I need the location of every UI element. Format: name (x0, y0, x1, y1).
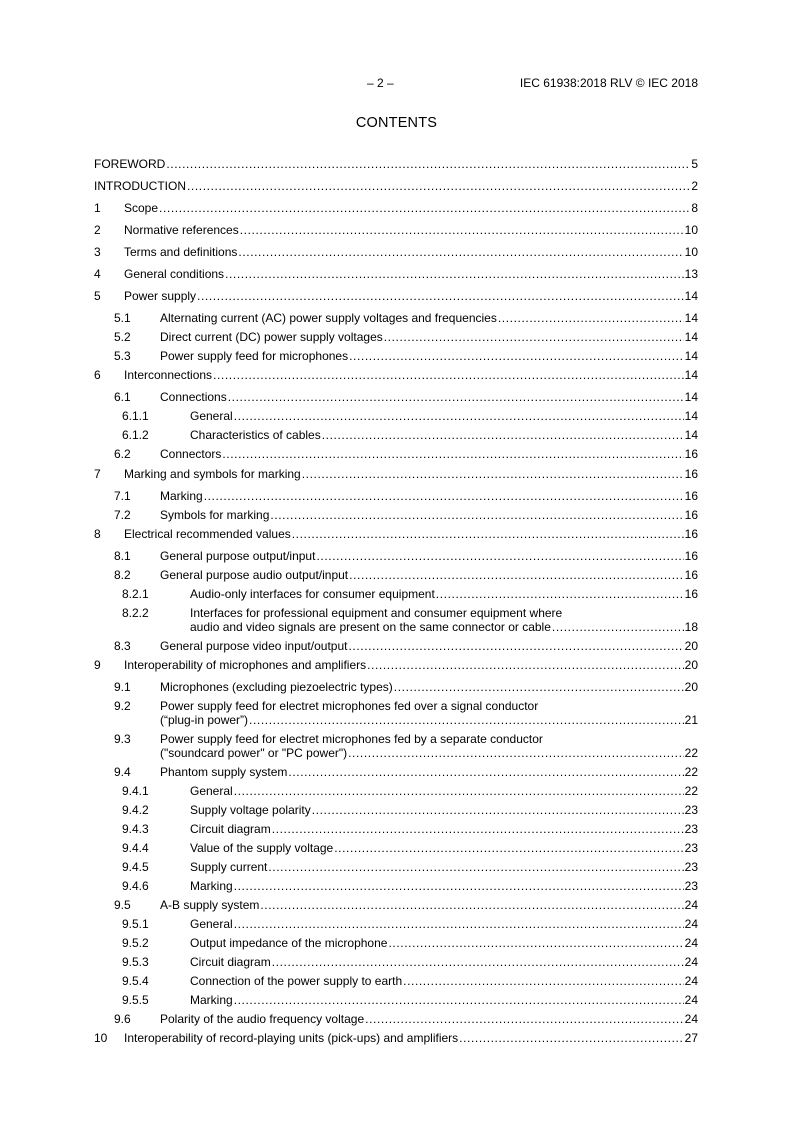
toc-entry[interactable] (94, 467, 698, 481)
toc-entry-title: A-B supply system (160, 898, 260, 912)
toc-entry-number: 9.4 (114, 765, 131, 779)
toc-entry[interactable] (94, 803, 698, 817)
toc-entry-page: 14 (684, 330, 698, 344)
toc-entry-title: Audio-only interfaces for consumer equipment (190, 587, 435, 601)
dot-leader (552, 620, 684, 634)
dot-leader (187, 179, 690, 193)
toc-entry-page: 16 (684, 568, 698, 582)
toc-entry-page: 14 (684, 390, 698, 404)
dot-leader (312, 803, 684, 817)
toc-entry-page: 16 (684, 467, 698, 481)
dot-leader (238, 245, 683, 259)
toc-entry-number: 9.5.3 (122, 955, 149, 969)
toc-entry-title: Microphones (excluding piezoelectric types) (160, 680, 393, 694)
toc-entry[interactable] (94, 955, 698, 969)
dot-leader (302, 467, 684, 481)
toc-entry-page: 23 (684, 860, 698, 874)
toc-entry-title: Symbols for marking (160, 508, 270, 522)
toc-entry-title: Supply current (190, 860, 268, 874)
toc-entry-page: 16 (684, 549, 698, 563)
toc-entry-number: 8.2.2 (122, 606, 149, 620)
toc-entry-number: 5.1 (114, 311, 131, 325)
toc-entry-page: 14 (684, 289, 698, 303)
dot-leader (316, 549, 683, 563)
dot-leader (367, 658, 684, 672)
toc-entry-title: Interconnections (124, 368, 213, 382)
toc-entry-number: 5.2 (114, 330, 131, 344)
toc-entry[interactable] (94, 1012, 698, 1026)
toc-entry-number: 8.1 (114, 549, 131, 563)
toc-entry-number: 9.5 (114, 898, 131, 912)
toc-entry-number: 7 (94, 467, 101, 481)
toc-entry-page: 16 (684, 587, 698, 601)
toc-entry-page: 24 (684, 955, 698, 969)
toc-entry-page: 14 (684, 428, 698, 442)
toc-entry-number: 9.2 (114, 699, 131, 713)
toc-entry[interactable] (94, 527, 698, 541)
toc-entry-title: Supply voltage polarity (190, 803, 311, 817)
toc-entry[interactable] (94, 680, 698, 694)
toc-entry-page: 24 (684, 917, 698, 931)
toc-entry-title: General purpose output/input (160, 549, 316, 563)
toc-entry-title: General (190, 409, 233, 423)
toc-entry[interactable] (94, 330, 698, 344)
toc-entry[interactable] (94, 639, 698, 653)
dot-leader (292, 527, 684, 541)
toc-entry-title: INTRODUCTION (94, 179, 186, 193)
toc-entry[interactable] (94, 974, 698, 988)
toc-entry[interactable] (94, 784, 698, 798)
toc-entry[interactable] (94, 549, 698, 563)
toc-entry-number: 2 (94, 223, 101, 237)
toc-entry-title: Power supply feed for electret microphones fed by a separate conductor (160, 732, 543, 746)
toc-entry[interactable] (94, 267, 698, 281)
dot-leader (272, 955, 684, 969)
toc-entry-title: Connection of the power supply to earth (190, 974, 403, 988)
dot-leader (159, 201, 690, 215)
dot-leader (388, 936, 683, 950)
dot-leader (348, 746, 684, 760)
toc-entry[interactable] (94, 587, 698, 601)
toc-entry-number: 8.2.1 (122, 587, 149, 601)
toc-entry-title: General purpose video input/output (160, 639, 348, 653)
toc-entry-number: 6 (94, 368, 101, 382)
toc-entry[interactable] (94, 349, 698, 363)
toc-entry-number: 6.2 (114, 447, 131, 461)
dot-leader (270, 508, 683, 522)
toc-entry[interactable] (94, 289, 698, 303)
dot-leader (403, 974, 684, 988)
toc-entry[interactable] (94, 822, 698, 836)
dot-leader (394, 680, 684, 694)
dot-leader (234, 917, 684, 931)
toc-entry[interactable] (94, 936, 698, 950)
dot-leader (249, 713, 684, 727)
toc-entry-title: (“plug-in power”) (160, 713, 249, 727)
toc-entry-page: 2 (691, 179, 698, 193)
toc-entry-title: Alternating current (AC) power supply voltages and frequencies (160, 311, 497, 325)
table-of-contents (94, 157, 698, 1045)
dot-leader (349, 349, 684, 363)
toc-entry-title: audio and video signals are present on the same connector or cable (190, 620, 551, 634)
toc-entry-title: General (190, 784, 233, 798)
toc-entry-title: General conditions (124, 267, 225, 281)
toc-entry[interactable] (94, 993, 698, 1007)
dot-leader (204, 489, 684, 503)
dot-leader (222, 447, 683, 461)
toc-entry-number: 3 (94, 245, 101, 259)
toc-entry-page: 16 (684, 489, 698, 503)
toc-entry-number: 5 (94, 289, 101, 303)
toc-entry-number: 9.5.4 (122, 974, 149, 988)
toc-entry-page: 21 (684, 713, 698, 727)
dot-leader (197, 289, 684, 303)
toc-entry-title: Marking (160, 489, 203, 503)
dot-leader (234, 993, 684, 1007)
toc-entry-title: Marking (190, 993, 233, 1007)
toc-entry-number: 9.3 (114, 732, 131, 746)
toc-entry-title: Power supply (124, 289, 197, 303)
toc-entry-page: 16 (684, 447, 698, 461)
toc-entry-page: 24 (684, 974, 698, 988)
dot-leader (260, 898, 683, 912)
dot-leader (436, 587, 684, 601)
toc-entry-number: 4 (94, 267, 101, 281)
toc-entry-title: Value of the supply voltage (190, 841, 334, 855)
toc-entry-title: Marking (190, 879, 233, 893)
toc-entry[interactable] (94, 841, 698, 855)
toc-entry-title: General (190, 917, 233, 931)
toc-entry-title: General purpose audio output/input (160, 568, 349, 582)
toc-entry[interactable] (94, 390, 698, 404)
toc-entry-title: Direct current (DC) power supply voltages (160, 330, 383, 344)
toc-entry-title: Power supply feed for electret microphones fed over a signal conductor (160, 699, 539, 713)
toc-entry[interactable] (94, 658, 698, 672)
dot-leader (334, 841, 683, 855)
toc-entry-number: 7.2 (114, 508, 131, 522)
toc-entry[interactable] (94, 765, 698, 779)
toc-entry-title: Power supply feed for microphones (160, 349, 349, 363)
toc-entry-page: 14 (684, 409, 698, 423)
toc-entry-title: Interfaces for professional equipment and consumer equipment where (190, 606, 563, 620)
toc-entry-title: Phantom supply system (160, 765, 288, 779)
page-number: – 2 – (367, 76, 394, 90)
toc-entry[interactable] (94, 428, 698, 442)
toc-entry-page: 22 (684, 784, 698, 798)
toc-entry[interactable] (94, 1031, 698, 1045)
dot-leader (272, 822, 684, 836)
toc-entry-page: 20 (684, 639, 698, 653)
toc-entry[interactable] (94, 568, 698, 582)
toc-entry[interactable] (94, 508, 698, 522)
toc-entry-title: Normative references (124, 223, 239, 237)
toc-entry-title: Characteristics of cables (190, 428, 321, 442)
toc-entry[interactable] (94, 860, 698, 874)
toc-entry-page: 23 (684, 822, 698, 836)
toc-entry-number: 10 (94, 1031, 108, 1045)
toc-entry-page: 5 (691, 157, 698, 171)
toc-entry-number: 9.5.2 (122, 936, 149, 950)
toc-entry-number: 7.1 (114, 489, 131, 503)
toc-entry-title: Interoperability of record-playing units (pick-ups) and amplifiers (124, 1031, 459, 1045)
toc-entry-number: 8.2 (114, 568, 131, 582)
dot-leader (348, 639, 683, 653)
toc-entry-title: Circuit diagram (190, 955, 271, 969)
toc-entry-number: 9.1 (114, 680, 131, 694)
toc-entry-page: 14 (684, 368, 698, 382)
toc-entry-page: 23 (684, 803, 698, 817)
toc-entry-page: 23 (684, 841, 698, 855)
toc-entry-title: FOREWORD (94, 157, 166, 171)
toc-entry[interactable] (94, 606, 698, 634)
dot-leader (349, 568, 684, 582)
toc-entry[interactable] (94, 447, 698, 461)
toc-entry[interactable] (94, 179, 698, 193)
toc-entry-page: 22 (684, 765, 698, 779)
document-id: IEC 61938:2018 RLV © IEC 2018 (519, 76, 698, 90)
toc-entry[interactable] (94, 223, 698, 237)
toc-entry-page: 27 (684, 1031, 698, 1045)
toc-entry[interactable] (94, 917, 698, 931)
toc-entry-title: Scope (124, 201, 159, 215)
toc-entry-number: 8 (94, 527, 101, 541)
toc-entry-page: 10 (684, 245, 698, 259)
toc-entry-number: 1 (94, 201, 101, 215)
toc-entry-page: 13 (684, 267, 698, 281)
toc-entry-number: 9.4.6 (122, 879, 149, 893)
toc-entry[interactable] (94, 732, 698, 760)
dot-leader (228, 390, 684, 404)
toc-entry-page: 24 (684, 936, 698, 950)
toc-entry-title: Marking and symbols for marking (124, 467, 301, 481)
toc-entry-title: Interoperability of microphones and amplifiers (124, 658, 367, 672)
toc-entry-number: 6.1 (114, 390, 131, 404)
toc-entry[interactable] (94, 898, 698, 912)
toc-entry-title: Terms and definitions (124, 245, 238, 259)
toc-entry-page: 16 (684, 527, 698, 541)
toc-entry-number: 9.6 (114, 1012, 131, 1026)
dot-leader (213, 368, 684, 382)
dot-leader (225, 267, 684, 281)
dot-leader (234, 879, 684, 893)
toc-entry[interactable] (94, 489, 698, 503)
dot-leader (288, 765, 683, 779)
toc-entry-title: Electrical recommended values (124, 527, 291, 541)
toc-entry-title: Connectors (160, 447, 222, 461)
page-header (0, 76, 793, 92)
toc-entry-number: 6.1.2 (122, 428, 149, 442)
dot-leader (459, 1031, 683, 1045)
toc-entry-number: 5.3 (114, 349, 131, 363)
toc-entry-title: Output impedance of the microphone (190, 936, 388, 950)
toc-entry-number: 9.4.3 (122, 822, 149, 836)
toc-entry-title: ("soundcard power" or "PC power") (160, 746, 348, 760)
toc-entry-number: 9.4.2 (122, 803, 149, 817)
dot-leader (365, 1012, 684, 1026)
dot-leader (234, 784, 684, 798)
toc-entry-number: 9.5.1 (122, 917, 149, 931)
toc-entry-page: 23 (684, 879, 698, 893)
toc-entry[interactable] (94, 311, 698, 325)
toc-entry-page: 22 (684, 746, 698, 760)
toc-entry-page: 24 (684, 993, 698, 1007)
toc-entry-title: Circuit diagram (190, 822, 271, 836)
dot-leader (240, 223, 684, 237)
toc-entry-page: 20 (684, 680, 698, 694)
dot-leader (322, 428, 684, 442)
dot-leader (268, 860, 683, 874)
toc-entry-page: 14 (684, 349, 698, 363)
toc-entry-title: Connections (160, 390, 227, 404)
toc-entry-title: Polarity of the audio frequency voltage (160, 1012, 365, 1026)
toc-entry-page: 16 (684, 508, 698, 522)
dot-leader (384, 330, 684, 344)
toc-entry-page: 24 (684, 1012, 698, 1026)
toc-entry[interactable] (94, 201, 698, 215)
dot-leader (498, 311, 684, 325)
toc-entry-page: 8 (691, 201, 698, 215)
toc-entry-page: 24 (684, 898, 698, 912)
toc-entry[interactable] (94, 368, 698, 382)
toc-entry[interactable] (94, 409, 698, 423)
toc-entry-number: 9.5.5 (122, 993, 149, 1007)
toc-entry[interactable] (94, 699, 698, 727)
toc-entry[interactable] (94, 157, 698, 171)
toc-entry-number: 9.4.4 (122, 841, 149, 855)
toc-entry-number: 9.4.5 (122, 860, 149, 874)
toc-entry-page: 20 (684, 658, 698, 672)
toc-entry-number: 6.1.1 (122, 409, 149, 423)
dot-leader (234, 409, 684, 423)
dot-leader (166, 157, 690, 171)
toc-entry-page: 14 (684, 311, 698, 325)
toc-entry-number: 8.3 (114, 639, 131, 653)
toc-entry-page: 10 (684, 223, 698, 237)
toc-entry[interactable] (94, 245, 698, 259)
toc-entry-number: 9 (94, 658, 101, 672)
toc-entry[interactable] (94, 879, 698, 893)
page-title: CONTENTS (355, 115, 438, 131)
toc-entry-number: 9.4.1 (122, 784, 149, 798)
toc-entry-page: 18 (684, 620, 698, 634)
